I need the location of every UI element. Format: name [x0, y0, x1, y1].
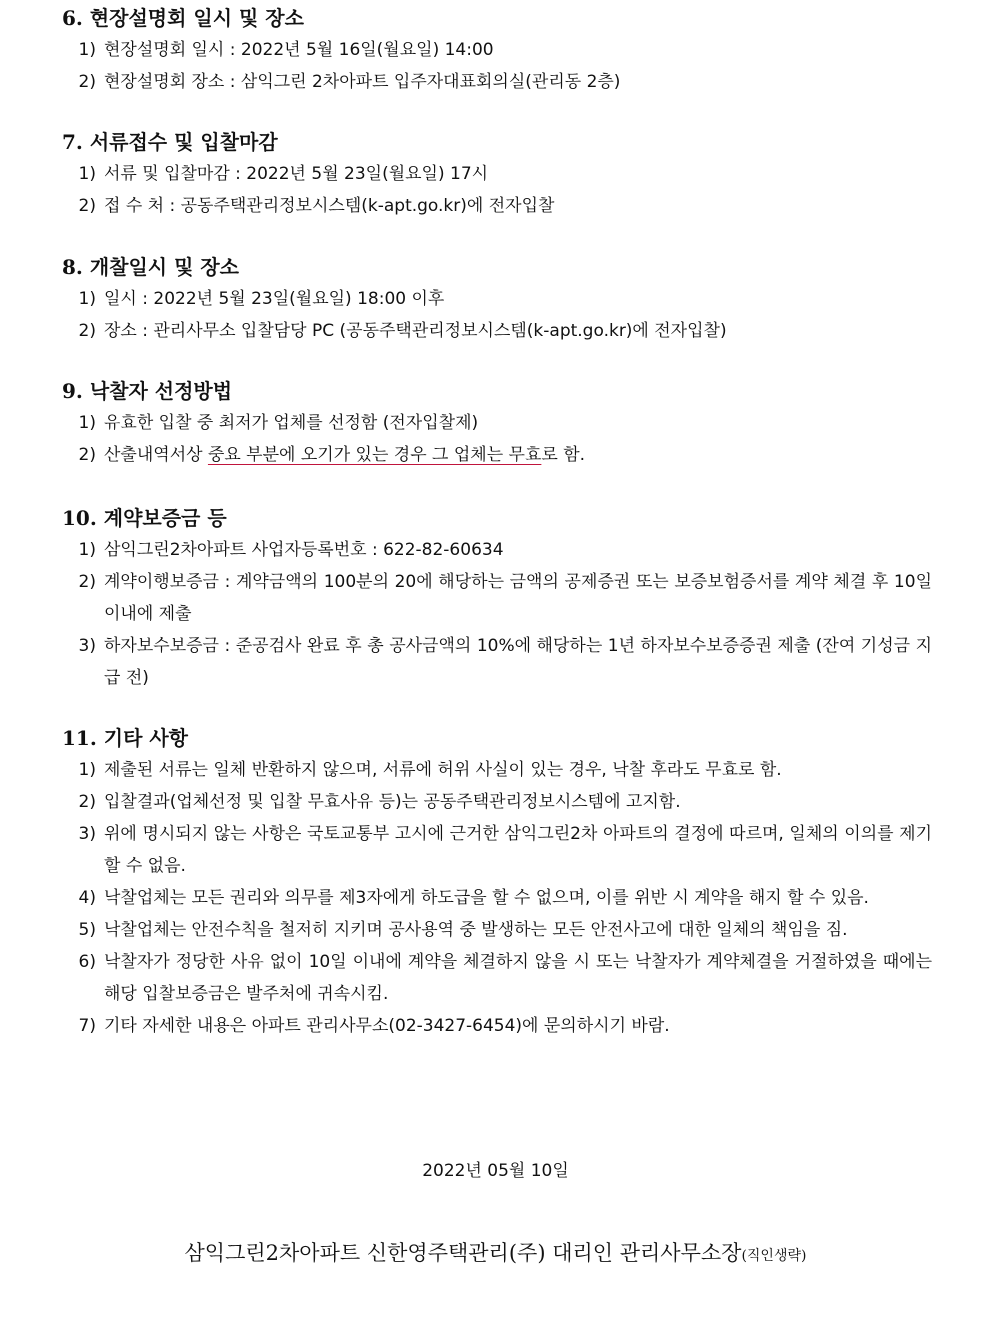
list-item: [62, 439, 932, 471]
list-item: [62, 34, 932, 66]
seal-omitted-note: (직인생략): [741, 1248, 807, 1264]
item-text: 낙찰업체는 모든 권리와 의무를 제3자에게 하도급을 할 수 없으며, 이를 위반 시 계약을 해지 할 수 있음.: [104, 888, 869, 908]
item-text: 현장설명회 일시 : 2022년 5월 16일(월요일) 14:00: [104, 40, 494, 60]
section-6: [62, 2, 932, 98]
item-number: 2): [78, 196, 96, 216]
section-9: [62, 375, 932, 471]
item-number: 2): [78, 72, 96, 92]
item-text: 제출된 서류는 일체 반환하지 않으며, 서류에 허위 사실이 있는 경우, 낙찰 후라도 무효로 함.: [104, 760, 782, 780]
list-item: [62, 566, 932, 630]
item-text: 계약이행보증금 : 계약금액의 100분의 20에 해당하는 금액의 공제증권 또는 보증보험증서를 계약 체결 후 10일 이내에 제출: [104, 572, 932, 624]
item-text: 낙찰자가 정당한 사유 없이 10일 이내에 계약을 체결하지 않을 시 또는 낙찰자가 계약체결을 거절하였을 때에는 해당 입찰보증금은 발주처에 귀속시킴.: [104, 952, 932, 1004]
signature-line: [0, 1236, 991, 1273]
list-item: [62, 914, 932, 946]
item-number: 2): [78, 445, 96, 465]
list-item: [62, 158, 932, 190]
list-item: [62, 630, 932, 694]
item-number: 3): [78, 636, 96, 656]
item-text: 일시 : 2022년 5월 23일(월요일) 18:00 이후: [104, 289, 445, 309]
list-item: [62, 283, 932, 315]
item-number: 1): [78, 760, 96, 780]
list-item: [62, 1010, 932, 1042]
section-10: [62, 502, 932, 694]
section-heading: 11. 기타 사항: [62, 726, 189, 750]
item-number: 7): [78, 1016, 96, 1036]
list-item: [62, 818, 932, 882]
item-number: 5): [78, 920, 96, 940]
item-text: 낙찰업체는 안전수칙을 철저히 지키며 공사용역 중 발생하는 모든 안전사고에 대한 일체의 책임을 짐.: [104, 920, 848, 940]
list-item: [62, 315, 932, 347]
section-11: [62, 722, 932, 1042]
underlined-phrase: 중요 부분에 오기가 있는 경우 그 업체는 무효: [207, 445, 542, 465]
item-number: 4): [78, 888, 96, 908]
list-item: [62, 786, 932, 818]
item-number: 1): [78, 164, 96, 184]
list-item: [62, 882, 932, 914]
section-8: [62, 251, 932, 347]
item-text: 기타 자세한 내용은 아파트 관리사무소(02-3427-6454)에 문의하시기 바람.: [104, 1016, 670, 1036]
list-item: [62, 66, 932, 98]
item-text: 삼익그린2차아파트 사업자등록번호 : 622-82-60634: [104, 540, 504, 560]
section-heading: 8. 개찰일시 및 장소: [62, 255, 240, 279]
item-text: 위에 명시되지 않는 사항은 국토교통부 고시에 근거한 삼익그린2차 아파트의 결정에 따르며, 일체의 이의를 제기할 수 없음.: [104, 824, 932, 876]
item-number: 2): [78, 792, 96, 812]
item-text-after: 로 함.: [541, 445, 586, 465]
section-heading: 7. 서류접수 및 입찰마감: [62, 130, 278, 154]
item-text: 하자보수보증금 : 준공검사 완료 후 총 공사금액의 10%에 해당하는 1년 하자보수보증증권 제출 (잔여 기성금 지급 전): [104, 636, 932, 688]
item-number: 1): [78, 289, 96, 309]
section-7: [62, 126, 932, 222]
item-text: 유효한 입찰 중 최저가 업체를 선정함 (전자입찰제): [104, 413, 479, 433]
item-number: 2): [78, 321, 96, 341]
list-item: [62, 946, 932, 1010]
item-text: 접 수 처 : 공동주택관리정보시스템(k-apt.go.kr)에 전자입찰: [104, 196, 555, 216]
section-heading: 10. 계약보증금 등: [62, 506, 227, 530]
item-number: 6): [78, 952, 96, 972]
item-text: 입찰결과(업체선정 및 입찰 무효사유 등)는 공동주택관리정보시스템에 고지함.: [104, 792, 681, 812]
item-number: 2): [78, 572, 96, 592]
item-text: [104, 439, 932, 471]
document-date: 2022년 05월 10일: [422, 1161, 569, 1181]
item-text: 현장설명회 장소 : 삼익그린 2차아파트 입주자대표회의실(관리동 2층): [104, 72, 621, 92]
item-text: 서류 및 입찰마감 : 2022년 5월 23일(월요일) 17시: [104, 164, 489, 184]
item-text-before: 산출내역서상: [104, 445, 208, 465]
item-number: 1): [78, 540, 96, 560]
list-item: [62, 534, 932, 566]
section-heading: 6. 현장설명회 일시 및 장소: [62, 6, 304, 30]
item-number: 1): [78, 40, 96, 60]
item-number: 3): [78, 824, 96, 844]
list-item: [62, 190, 932, 222]
list-item: [62, 407, 932, 439]
item-number: 1): [78, 413, 96, 433]
item-text: 장소 : 관리사무소 입찰담당 PC (공동주택관리정보시스템(k-apt.go.kr)에 전자입찰): [104, 321, 727, 341]
signature-text: 삼익그린2차아파트 신한영주택관리(주) 대리인 관리사무소장: [184, 1241, 742, 1265]
section-heading: 9. 낙찰자 선정방법: [62, 379, 233, 403]
list-item: [62, 754, 932, 786]
